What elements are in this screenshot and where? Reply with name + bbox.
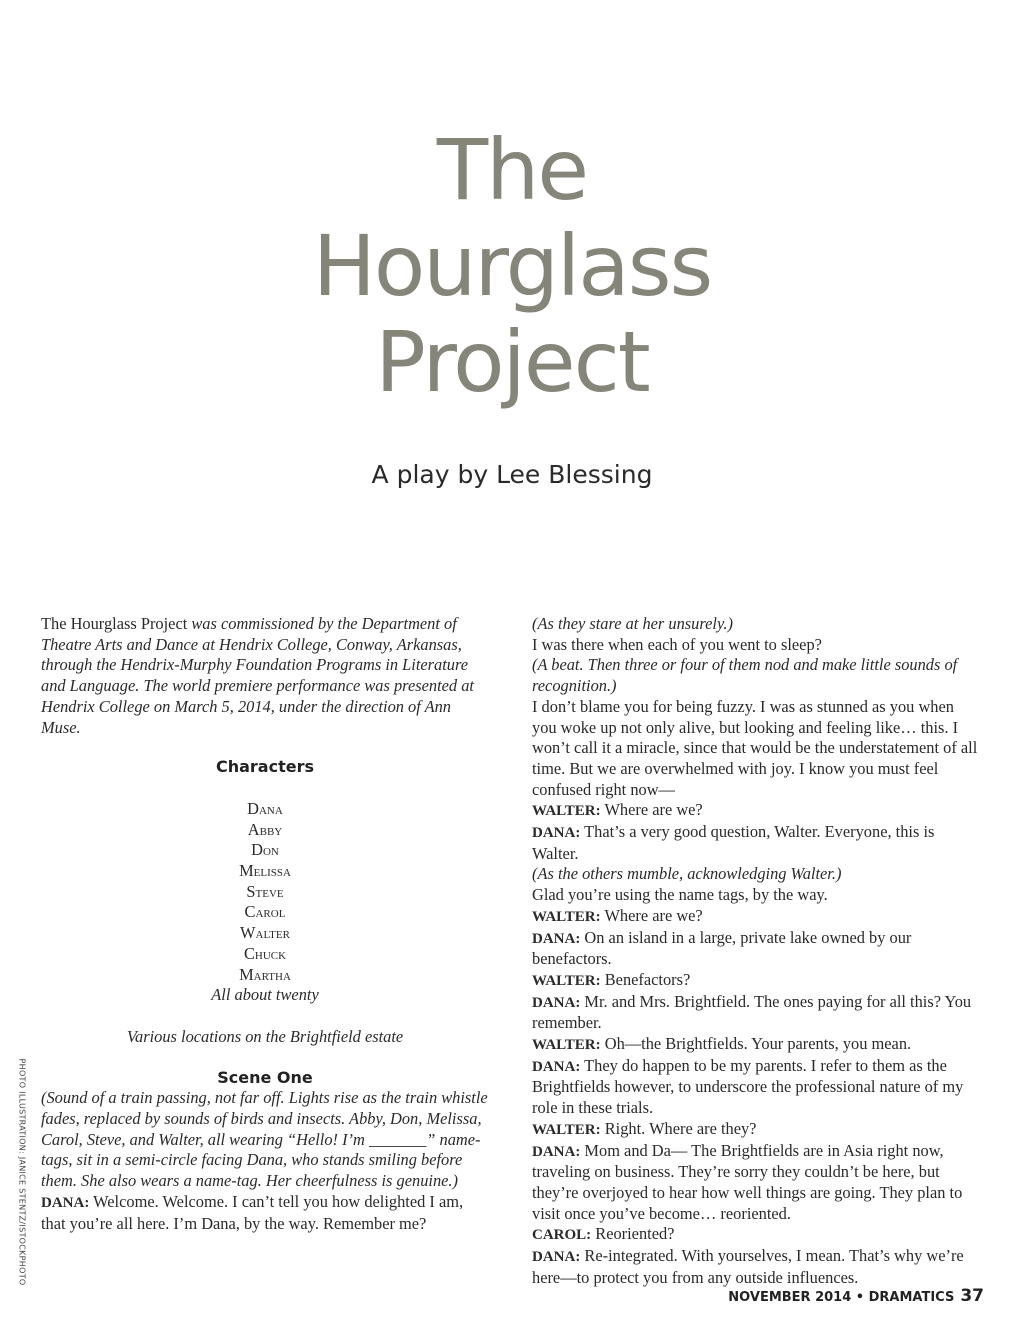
speaker-name: DANA: bbox=[532, 1249, 581, 1266]
character-name: Don bbox=[251, 840, 279, 860]
dialogue-text: Right. Where are they? bbox=[600, 1118, 757, 1138]
speaker-name: CAROL: bbox=[532, 1227, 592, 1244]
title-line: Hourglass bbox=[312, 217, 712, 315]
title-line: Project bbox=[375, 313, 649, 411]
page-footer bbox=[728, 1286, 984, 1306]
characters-heading: Characters bbox=[215, 757, 314, 777]
speaker-name: DANA: bbox=[532, 1058, 581, 1075]
dialogue-line bbox=[532, 928, 982, 970]
stage-direction: (A beat. Then three or four of them nod and make little sounds of recognition.) bbox=[532, 655, 958, 696]
intro-paragraph bbox=[41, 614, 489, 738]
stage-direction: (As the others mumble, acknowledging Walter.) bbox=[532, 864, 842, 884]
dialogue-text: On an island in a large, private lake owned by our benefactors. bbox=[532, 927, 912, 969]
dialogue-text: Where are we? bbox=[600, 905, 703, 925]
speaker-name: WALTER: bbox=[532, 1037, 601, 1054]
character-list bbox=[41, 799, 489, 985]
stage-direction: (As they stare at her unsurely.) bbox=[532, 614, 733, 633]
speaker-name: WALTER: bbox=[532, 908, 601, 925]
scene-heading: Scene One bbox=[217, 1067, 313, 1087]
dialogue-line bbox=[532, 1119, 982, 1141]
setting: Various locations on the Brightfield estate bbox=[126, 1026, 404, 1046]
dialogue-line bbox=[532, 1224, 982, 1246]
age-note: All about twenty bbox=[211, 985, 319, 1005]
dialogue-line bbox=[532, 906, 982, 928]
dialogue-text: They do happen to be my parents. I refer to them as the Brightfields however, to underscore the professional nature of my role in these trials. bbox=[532, 1055, 964, 1118]
character-name: Carol bbox=[244, 902, 286, 922]
dialogue-continuation: Glad you’re using the name tags, by the way. bbox=[532, 885, 828, 905]
stage-direction: (Sound of a train passing, not far off. Lights rise as the train whistle fades, replaced by sounds of birds and insects. Abby, Don, Melissa, Carol, Steve, and Walter, all wearing “Hello! I’m _______” name-tags, sit in a semi-circle facing Dana, who stands smiling before them. She also wears a name-tag. Her cheerfulness is genuine.) bbox=[41, 1088, 488, 1191]
left-column bbox=[41, 614, 489, 1234]
dialogue-continuation: I don’t blame you for being fuzzy. I was as stunned as you when you woke up not only alive, but looking and feeling like… this. I won’t call it a miracle, since that would be the understatement of all time. But we are overwhelmed with joy. I know you must feel confused right now— bbox=[532, 696, 978, 799]
speaker-name: DANA: bbox=[532, 825, 581, 842]
character-name: Chuck bbox=[243, 943, 287, 963]
character-name: Martha bbox=[239, 964, 291, 984]
character-name: Dana bbox=[247, 798, 283, 818]
dialogue-text: Welcome. Welcome. I can’t tell you how delighted I am, that you’re all here. I’m Dana, by the way. Remember me? bbox=[41, 1191, 464, 1233]
dialogue-line bbox=[41, 1192, 489, 1234]
dialogue-text: Where are we? bbox=[600, 800, 703, 820]
dialogue-text: That’s a very good question, Walter. Everyone, this is Walter. bbox=[532, 822, 935, 863]
dialogue-text: Reoriented? bbox=[591, 1224, 675, 1244]
dialogue-line bbox=[532, 822, 982, 864]
dialogue-line bbox=[532, 1141, 982, 1225]
play-title bbox=[0, 122, 1024, 410]
speaker-name: WALTER: bbox=[532, 972, 601, 989]
character-name: Walter bbox=[240, 923, 290, 943]
dialogue-line bbox=[532, 1246, 982, 1288]
dialogue-text: Mom and Da— The Brightfields are in Asia right now, traveling on business. They’re sorry they couldn’t be here, but they’re overjoyed to hear how well things are going. They plan to visit once you’ve become… reoriented. bbox=[532, 1140, 963, 1223]
right-column bbox=[532, 614, 982, 1289]
intro-text: was commissioned by the Department of Theatre Arts and Dance at Hendrix College, Conway, Arkansas, through the Hendrix-Murphy Foundation Programs in Literature and Language. The world premiere performance was presented at Hendrix College on March 5, 2014, under the direction of Ann Muse. bbox=[41, 614, 474, 737]
dialogue-line bbox=[532, 1034, 982, 1056]
speaker-name: WALTER: bbox=[532, 803, 601, 820]
character-name: Steve bbox=[246, 881, 284, 901]
byline: A play by Lee Blessing bbox=[371, 460, 653, 489]
dialogue-text: Benefactors? bbox=[600, 969, 691, 989]
issue-label: NOVEMBER 2014 • DRAMATICS bbox=[728, 1290, 955, 1305]
title-line: The bbox=[436, 121, 588, 219]
dialogue-text: Oh—the Brightfields. Your parents, you mean. bbox=[600, 1034, 912, 1054]
photo-credit: PHOTO ILLUSTRATION: JANICE STENTZ/ISTOCKPHOTO bbox=[17, 1058, 27, 1286]
dialogue-line bbox=[532, 970, 982, 992]
dialogue-line bbox=[532, 1056, 982, 1119]
dialogue-line bbox=[532, 800, 982, 822]
speaker-name: DANA: bbox=[532, 1143, 581, 1160]
speaker-name: DANA: bbox=[532, 994, 581, 1011]
dialogue-text: Mr. and Mrs. Brightfield. The ones paying for all this? You remember. bbox=[532, 991, 972, 1033]
dialogue-line bbox=[532, 992, 982, 1034]
speaker-name: WALTER: bbox=[532, 1121, 601, 1138]
character-name: Melissa bbox=[239, 861, 291, 881]
page-number: 37 bbox=[960, 1286, 984, 1306]
dialogue-text: Re-integrated. With yourselves, I mean. That’s why we’re here—to protect you from any outside influences. bbox=[532, 1246, 964, 1287]
character-name: Abby bbox=[247, 819, 283, 839]
dialogue-continuation: I was there when each of you went to sleep? bbox=[532, 634, 822, 654]
intro-play-name: The Hourglass Project bbox=[41, 614, 188, 633]
speaker-name: DANA: bbox=[41, 1194, 90, 1211]
speaker-name: DANA: bbox=[532, 930, 581, 947]
